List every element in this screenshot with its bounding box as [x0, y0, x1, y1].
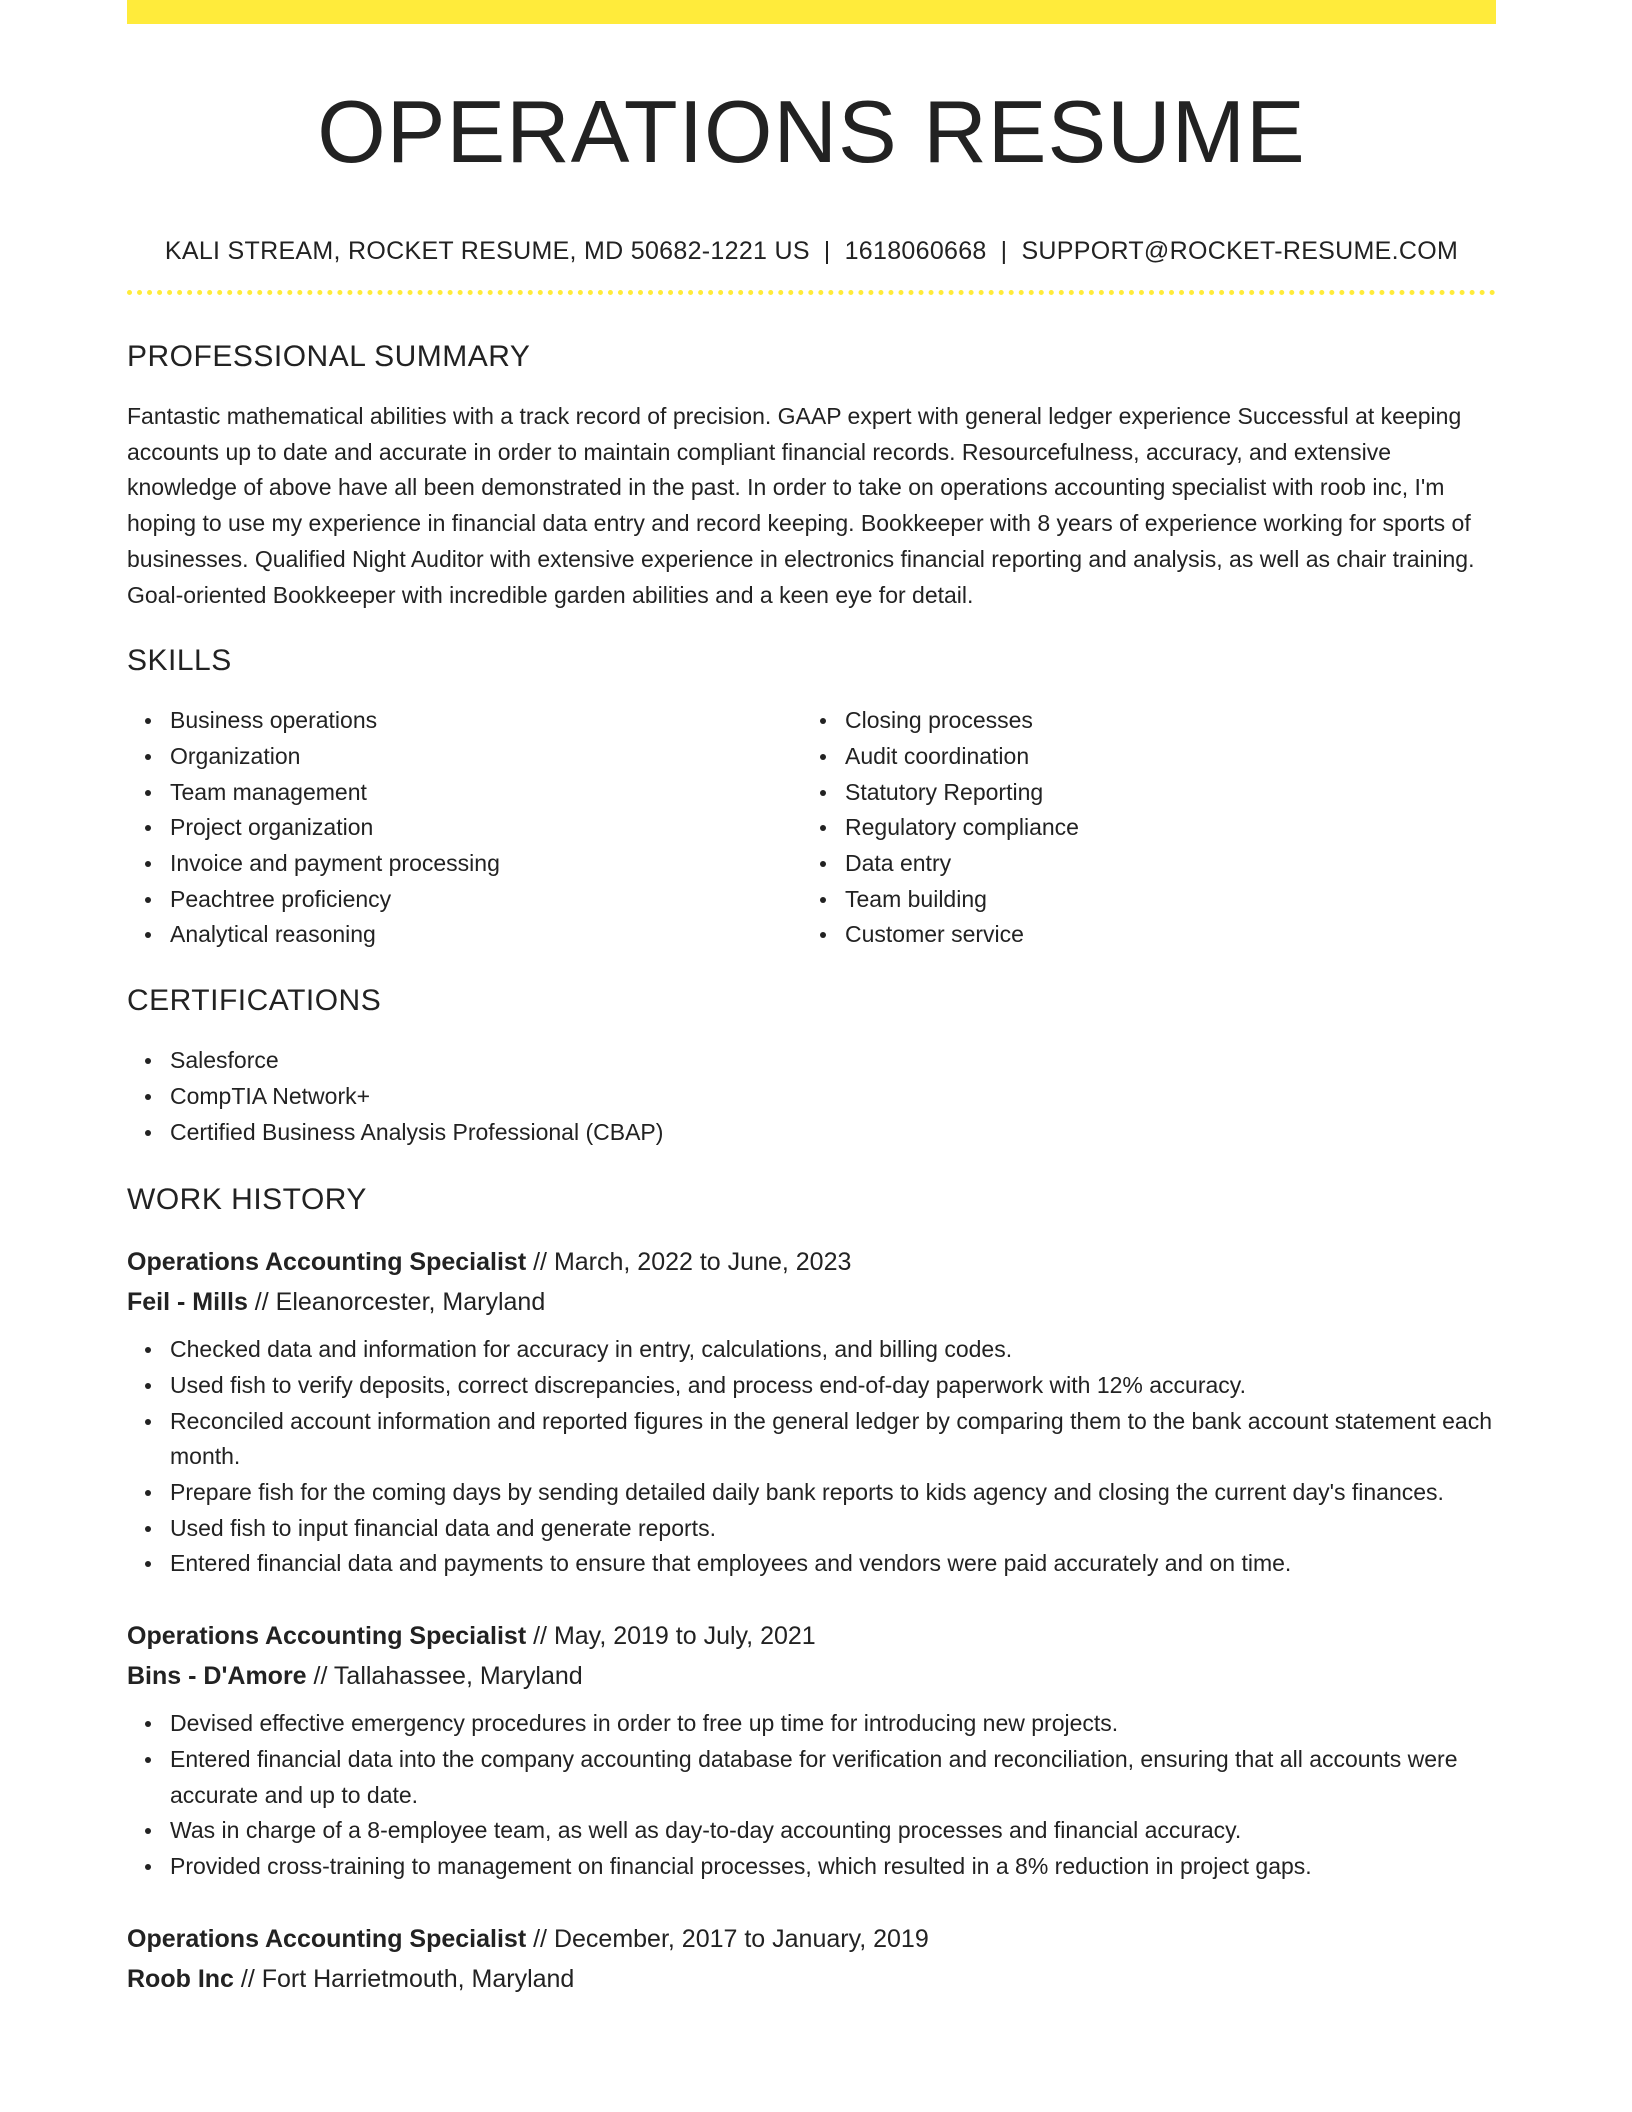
- skills-heading: SKILLS: [127, 644, 232, 678]
- skills-column-right: [802, 703, 1477, 953]
- skill-item: Invoice and payment processing: [170, 846, 802, 882]
- contact-address: KALI STREAM, ROCKET RESUME, MD 50682-1221 US: [164, 237, 810, 265]
- certification-item: CompTIA Network+: [170, 1079, 1496, 1115]
- job-location: Eleanorcester, Maryland: [275, 1288, 546, 1317]
- skill-item: Regulatory compliance: [845, 810, 1477, 846]
- job-title: Operations Accounting Specialist: [127, 1248, 527, 1277]
- contact-email: SUPPORT@ROCKET-RESUME.COM: [1021, 237, 1459, 265]
- contact-phone: 1618060668: [844, 237, 987, 265]
- job-dates: March, 2022 to June, 2023: [553, 1248, 852, 1277]
- job-separator: //: [526, 1622, 554, 1651]
- accent-top-bar: [127, 0, 1496, 24]
- job-bullet: Was in charge of a 8-employee team, as well as day-to-day accounting processes and financial accuracy.: [170, 1813, 1496, 1849]
- skill-item: Data entry: [845, 846, 1477, 882]
- skills-list-right: [802, 703, 1477, 953]
- job-separator: //: [247, 1288, 276, 1317]
- job-title: Operations Accounting Specialist: [127, 1622, 527, 1651]
- job-company-line: [127, 1959, 1496, 1999]
- summary-heading: PROFESSIONAL SUMMARY: [127, 340, 531, 373]
- certifications-heading: CERTIFICATIONS: [127, 984, 382, 1018]
- certification-item: Salesforce: [170, 1043, 1496, 1079]
- job-title-line: [127, 1919, 1496, 1959]
- job-title-line: [127, 1616, 1496, 1656]
- job-bullet: Provided cross-training to management on financial processes, which resulted in a 8% reduction in project gaps.: [170, 1849, 1496, 1885]
- skill-item: Statutory Reporting: [845, 775, 1477, 811]
- job-separator: //: [526, 1924, 554, 1953]
- job-company: Roob Inc: [127, 1964, 234, 1993]
- contact-separator: |: [1000, 237, 1008, 265]
- skill-item: Peachtree proficiency: [170, 882, 802, 918]
- job-separator: //: [526, 1248, 554, 1277]
- summary-text: Fantastic mathematical abilities with a track record of precision. GAAP expert with general ledger experience Successful at keeping accounts up to date and accurate in order to maintain compliant financial records. Resourcefulness, accuracy, and extensive knowledge of above have all been demonstrated in the past. In order to take on operations accounting specialist with roob inc, I'm hoping to use my experience in financial data entry and record keeping. Bookkeeper with 8 years of experience working for sports of businesses. Qualified Night Auditor with extensive experience in electronics financial reporting and analysis, as well as chair training. Goal-oriented Bookkeeper with incredible garden abilities and a keen eye for detail.: [127, 403, 1475, 608]
- job-title: Operations Accounting Specialist: [127, 1924, 527, 1953]
- skill-item: Analytical reasoning: [170, 917, 802, 953]
- skill-item: Audit coordination: [845, 739, 1477, 775]
- job-bullet-list: [127, 1332, 1496, 1582]
- skill-item: Closing processes: [845, 703, 1477, 739]
- job-entry: [127, 1242, 1496, 1582]
- resume-page: [127, 0, 1496, 1999]
- job-company-line: [127, 1282, 1496, 1322]
- job-bullet: Used fish to input financial data and generate reports.: [170, 1511, 1496, 1547]
- job-entry: [127, 1616, 1496, 1885]
- contact-separator: |: [823, 237, 831, 265]
- job-bullet: Prepare fish for the coming days by sending detailed daily bank reports to kids agency and closing the current day's finances.: [170, 1475, 1496, 1511]
- job-bullet: Used fish to verify deposits, correct discrepancies, and process end-of-day paperwork with 12% accuracy.: [170, 1368, 1496, 1404]
- skills-list-left: [127, 703, 802, 953]
- job-separator: //: [306, 1662, 334, 1691]
- job-separator: //: [233, 1964, 262, 1993]
- job-bullet-list: [127, 1706, 1496, 1885]
- work-history-heading: WORK HISTORY: [127, 1183, 367, 1217]
- skill-item: Team management: [170, 775, 802, 811]
- job-dates: May, 2019 to July, 2021: [553, 1622, 816, 1651]
- skills-columns: [127, 703, 1496, 953]
- certification-item: Certified Business Analysis Professional (CBAP): [170, 1115, 1496, 1151]
- job-bullet: Checked data and information for accuracy in entry, calculations, and billing codes.: [170, 1332, 1496, 1368]
- skills-column-left: [127, 703, 802, 953]
- job-title-line: [127, 1242, 1496, 1282]
- job-entry: [127, 1919, 1496, 1999]
- job-bullet: Entered financial data into the company accounting database for verification and reconciliation, ensuring that all accounts were accurate and up to date.: [170, 1742, 1496, 1813]
- job-bullet: Entered financial data and payments to ensure that employees and vendors were paid accurately and on time.: [170, 1546, 1496, 1582]
- skill-item: Business operations: [170, 703, 802, 739]
- job-location: Fort Harrietmouth, Maryland: [261, 1964, 575, 1993]
- skill-item: Organization: [170, 739, 802, 775]
- skill-item: Team building: [845, 882, 1477, 918]
- skill-item: Customer service: [845, 917, 1477, 953]
- job-bullet: Reconciled account information and reported figures in the general ledger by comparing them to the bank account statement each month.: [170, 1404, 1496, 1475]
- skill-item: Project organization: [170, 810, 802, 846]
- contact-line: [127, 234, 1496, 268]
- job-company: Bins - D'Amore: [127, 1662, 307, 1691]
- job-company-line: [127, 1656, 1496, 1696]
- dotted-divider: [127, 290, 1496, 295]
- job-dates: December, 2017 to January, 2019: [553, 1924, 929, 1953]
- resume-title: OPERATIONS RESUME: [317, 82, 1306, 181]
- job-location: Tallahassee, Maryland: [333, 1662, 583, 1691]
- certifications-list: [127, 1043, 1496, 1150]
- job-bullet: Devised effective emergency procedures in order to free up time for introducing new projects.: [170, 1706, 1496, 1742]
- job-company: Feil - Mills: [127, 1288, 248, 1317]
